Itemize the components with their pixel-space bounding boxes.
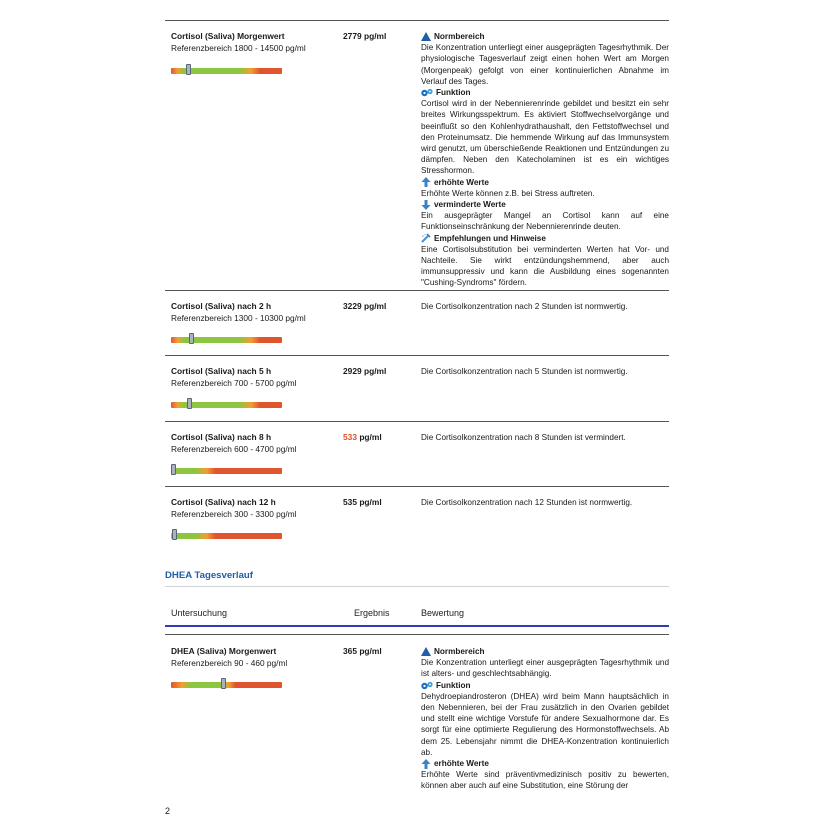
result-unit: pg/ml bbox=[359, 432, 382, 442]
evaluation-text bbox=[421, 301, 669, 312]
result-value: 535 bbox=[343, 497, 357, 507]
range-bar bbox=[171, 68, 282, 74]
evaluation-comment: Die Cortisolkonzentration nach 12 Stunden ist normwertig. bbox=[421, 498, 633, 507]
divider bbox=[165, 634, 669, 635]
evaluation-text bbox=[421, 497, 669, 508]
triangle-up-icon bbox=[421, 32, 431, 41]
column-header-evaluation: Bewertung bbox=[421, 608, 465, 618]
column-header-result: Ergebnis bbox=[354, 608, 390, 618]
result-value: 365 bbox=[343, 646, 357, 656]
block-title: verminderte Werte bbox=[434, 200, 506, 210]
range-bar bbox=[171, 468, 282, 474]
evaluation-comment: Die Cortisolkonzentration nach 5 Stunden ist normwertig. bbox=[421, 367, 628, 376]
reference-range: Referenzbereich 1800 - 14500 pg/ml bbox=[171, 43, 306, 53]
block-text: Erhöhte Werte können z.B. bei Stress auftreten. bbox=[421, 188, 595, 198]
test-name: Cortisol (Saliva) nach 12 h bbox=[171, 497, 276, 507]
gears-icon bbox=[421, 681, 433, 690]
report-page bbox=[165, 0, 669, 840]
column-header-test: Untersuchung bbox=[171, 608, 228, 618]
test-result bbox=[343, 301, 386, 311]
divider bbox=[165, 355, 669, 356]
range-marker bbox=[221, 678, 226, 689]
result-unit: pg/ml bbox=[363, 366, 387, 376]
block-title: Normbereich bbox=[434, 647, 485, 656]
test-name: Cortisol (Saliva) Morgenwert bbox=[171, 31, 285, 41]
range-marker bbox=[186, 64, 191, 75]
arrow-up-icon bbox=[421, 177, 431, 187]
reference-range: Referenzbereich 300 - 3300 pg/ml bbox=[171, 509, 297, 519]
block-head bbox=[421, 87, 669, 98]
divider bbox=[165, 486, 669, 487]
result-unit: pg/ml bbox=[359, 497, 382, 507]
test-name: Cortisol (Saliva) nach 2 h bbox=[171, 301, 272, 311]
test-result bbox=[343, 497, 382, 507]
range-marker bbox=[171, 464, 176, 475]
evaluation-comment: Die Cortisolkonzentration nach 2 Stunden ist normwertig. bbox=[421, 302, 628, 311]
gears-icon bbox=[421, 88, 433, 97]
range-bar bbox=[171, 402, 282, 408]
divider bbox=[165, 290, 669, 291]
range-marker bbox=[172, 529, 177, 540]
block-text: Eine Cortisolsubstitution bei verminderten Werten hat Vor- und Nachteile. Sie wirkt entzündungshemmend, aber auch immunsuppressiv und kann die Ausbildung eines sogenannten "Cushing-Syndroms" fördern. bbox=[421, 244, 669, 288]
result-unit: pg/ml bbox=[359, 646, 382, 656]
test-result bbox=[343, 432, 382, 442]
evaluation-text bbox=[421, 31, 669, 289]
header-underline bbox=[165, 625, 669, 627]
evaluation-text bbox=[421, 646, 669, 792]
result-unit: pg/ml bbox=[363, 31, 387, 41]
block-text: Die Konzentration unterliegt einer ausgeprägten Tagesrhythmik. Der physiologische Tagesverlauf zeigt einen hohen Wert am Morgen (Morgenpeak) gefolgt von einer kontinuierlichen Abnahme im Verlauf des Tages. bbox=[421, 43, 669, 86]
block-text: Erhöhte Werte sind präventivmedizinisch positiv zu bewerten, können aber auch auf eine Substitution, eine Störung der bbox=[421, 770, 669, 791]
block-head bbox=[421, 758, 669, 769]
block-head bbox=[421, 199, 669, 210]
triangle-up-icon bbox=[421, 647, 431, 656]
divider bbox=[165, 586, 669, 587]
arrow-up-icon bbox=[421, 759, 431, 769]
block-title: Empfehlungen und Hinweise bbox=[434, 233, 546, 243]
block-title: erhöhte Werte bbox=[434, 177, 489, 187]
block-head bbox=[421, 646, 669, 657]
evaluation-comment: Die Cortisolkonzentration nach 8 Stunden ist vermindert. bbox=[421, 433, 626, 442]
result-unit: pg/ml bbox=[363, 301, 387, 311]
page-number: 2 bbox=[165, 806, 171, 816]
test-result bbox=[343, 646, 382, 656]
reference-range: Referenzbereich 700 - 5700 pg/ml bbox=[171, 378, 297, 388]
test-name: Cortisol (Saliva) nach 8 h bbox=[171, 432, 272, 442]
block-head bbox=[421, 31, 669, 42]
range-bar bbox=[171, 682, 282, 688]
block-title: Funktion bbox=[436, 88, 471, 98]
divider bbox=[165, 421, 669, 422]
arrow-down-icon bbox=[421, 200, 431, 210]
evaluation-text bbox=[421, 366, 669, 377]
reference-range: Referenzbereich 90 - 460 pg/ml bbox=[171, 658, 288, 668]
result-value-low: 533 bbox=[343, 432, 357, 442]
result-value: 2779 bbox=[343, 31, 362, 41]
block-title: Normbereich bbox=[434, 32, 485, 41]
result-value: 2929 bbox=[343, 366, 362, 376]
block-text: Cortisol wird in der Nebennierenrinde gebildet und besitzt ein sehr breites Wirkungsspektrum. Es aktiviert Stoffwechselvorgänge und beeinflußt so den Kohlenhydrathaushalt, den Fettstoffwechsel und den Proteinumsatz. Die hemmende Wirkung auf das Immunsystem wird genutzt, um überschießende Reaktionen und Entzündungen zu dämpfen. Neben den Katecholaminen ist es ein wichtiges Stresshormon. bbox=[421, 99, 669, 176]
range-marker bbox=[189, 333, 194, 344]
divider bbox=[165, 20, 669, 21]
test-result bbox=[343, 31, 386, 41]
block-head bbox=[421, 233, 669, 244]
result-value: 3229 bbox=[343, 301, 362, 311]
reference-range: Referenzbereich 1300 - 10300 pg/ml bbox=[171, 313, 306, 323]
evaluation-text bbox=[421, 432, 669, 443]
section-title: DHEA Tagesverlauf bbox=[165, 570, 253, 581]
block-head bbox=[421, 177, 669, 188]
range-marker bbox=[187, 398, 192, 409]
range-bar bbox=[171, 533, 282, 539]
block-title: erhöhte Werte bbox=[434, 759, 489, 769]
block-text: Die Konzentration unterliegt einer ausgeprägten Tagesrhythmik und ist alters- und geschlechtsabhängig. bbox=[421, 658, 669, 679]
test-result bbox=[343, 366, 386, 376]
block-text: Ein ausgeprägter Mangel an Cortisol kann auf eine Funktionseinschränkung der Nebennierenrinde deuten. bbox=[421, 211, 669, 232]
test-name: DHEA (Saliva) Morgenwert bbox=[171, 646, 277, 656]
block-head bbox=[421, 680, 669, 691]
block-title: Funktion bbox=[436, 680, 471, 690]
reference-range: Referenzbereich 600 - 4700 pg/ml bbox=[171, 444, 297, 454]
block-text: Dehydroepiandrosteron (DHEA) wird beim Mann hauptsächlich in den Nebennieren, bei der Frau zusätzlich in den Ovarien gebildet und stellt eine wichtige Vorstufe für andere Sexualhormone dar. Es sorgt für eine optimierte Regulierung des Hormonstoffwechsels. Ab dem 25. Lebensjahr nimmt die DHEA-Konzentration kontinuierlich ab. bbox=[421, 691, 669, 757]
range-bar bbox=[171, 337, 282, 343]
syringe-icon bbox=[421, 233, 431, 243]
test-name: Cortisol (Saliva) nach 5 h bbox=[171, 366, 272, 376]
